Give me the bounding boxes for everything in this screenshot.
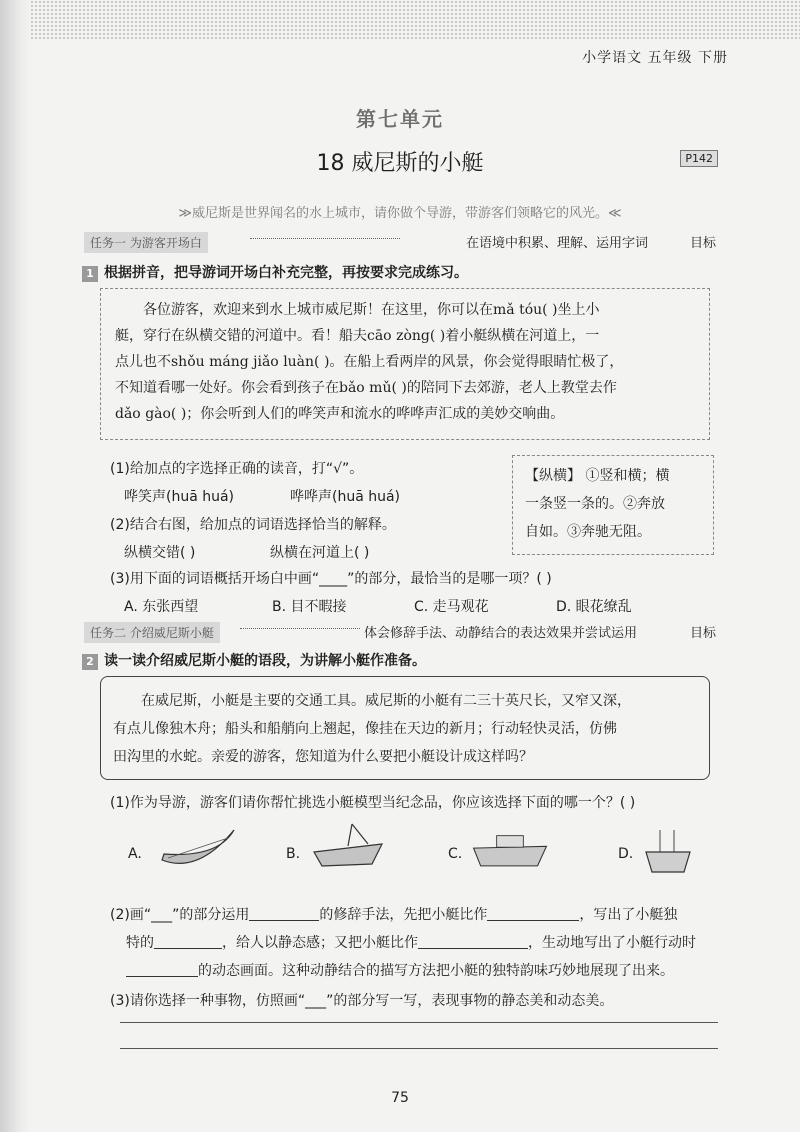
blank-compare-2[interactable] [418,934,528,949]
header-band [30,0,800,40]
boat-d-image[interactable] [640,822,696,878]
boat-option-b-label[interactable]: B. [286,846,301,862]
passage-line: 在威尼斯，小艇是主要的交通工具。威尼斯的小艇有二三十英尺长，又窄又深， [141,693,631,709]
passage-line: 点儿也不shǒu máng jiǎo luàn( )。在船上看两岸的风景，你会觉得眼睛忙极了， [115,354,624,370]
boat-a-gondola-image[interactable] [158,824,238,874]
passage-box-2 [100,676,710,780]
blank-compare-1[interactable] [487,906,579,921]
dotted-leader [250,238,400,239]
goal-tag-2: 目标 [690,626,717,641]
dotted-leader [240,628,360,629]
question-2-2-line-2: 特的 ，给人以静态感；又把小艇比作 ，生动地写出了小艇行动时 [126,935,696,951]
page-number: 75 [391,1090,409,1106]
boat-c-ship-image[interactable] [470,824,550,874]
boat-option-d-label[interactable]: D. [618,846,634,862]
question-1-2: (2)结合右图，给加点的词语选择恰当的解释。 [110,517,396,533]
unit-intro: ≫威尼斯是世界闻名的水上城市，请你做个导游，带游客们领略它的风光。≪ [178,206,622,221]
passage-line: 田沟里的水蛇。亲爱的游客，您知道为什么要把小艇设计成这样吗？ [113,749,533,765]
definition-box [512,455,714,555]
boat-option-a-label[interactable]: A. [128,846,142,862]
writing-line-1[interactable] [120,1022,718,1023]
passage-box-1 [100,288,710,440]
boat-b-sailboat-image[interactable] [308,820,388,870]
task-instruction: 读一读介绍威尼斯小艇的语段，为讲解小艇作准备。 [104,653,426,669]
blank-feature[interactable] [154,934,222,949]
passage-line: 各位游客，欢迎来到水上城市威尼斯！在这里，你可以在mǎ tóu( )坐上小 [143,302,600,318]
task-1 [82,262,468,282]
blank-motion[interactable] [126,962,198,977]
lesson-title: 18 威尼斯的小艇 [316,151,484,176]
boat-option-c-label[interactable]: C. [448,846,463,862]
question-2-3: (3)请你选择一种事物，仿照画“___”的部分写一写，表现事物的静态美和动态美。 [110,993,614,1009]
question-1-1: (1)给加点的字选择正确的读音，打“√”。 [110,461,364,477]
definition-line: 【纵横】 ①竖和横；横 [525,468,670,484]
q1-option-2[interactable]: 哗哗声(huā huá) [290,489,401,505]
task-tag-1: 任务一 为游客开场白 [84,232,208,253]
page-reference: P142 [680,150,718,167]
passage-line: 艇，穿行在纵横交错的河道中。看！船夫cāo zòng( )着小艇纵横在河道上，一 [115,328,600,344]
goal-text-1: 在语境中积累、理解、运用字词 [466,236,649,251]
goal-tag-1: 目标 [690,236,717,251]
question-2-2-line-1: (2)画“___”的部分运用 的修辞手法，先把小艇比作 ，写出了小艇独 [110,907,678,923]
question-1-3: (3)用下面的词语概括开场白中画“____”的部分，最恰当的是哪一项？( ) [110,571,552,587]
task-tag-2: 任务二 介绍威尼斯小艇 [84,622,220,643]
blank-rhetoric[interactable] [249,906,319,921]
passage-line: 不知道看哪一处好。你会看到孩子在bǎo mǔ( )的陪同下去郊游，老人上教堂去作 [115,380,617,396]
q2-option-1[interactable]: 纵横交错( ) [124,545,196,561]
unit-title: 第七单元 [356,107,444,131]
choice-a[interactable]: A. 东张西望 [124,599,199,615]
goal-text-2: 体会修辞手法、动静结合的表达效果并尝试运用 [364,626,638,641]
choice-b[interactable]: B. 目不暇接 [272,599,347,615]
writing-line-2[interactable] [120,1048,718,1049]
definition-line: 自如。③奔驰无阻。 [525,524,651,540]
question-2-2-line-3: 的动态画面。这种动静结合的描写方法把小艇的独特韵味巧妙地展现了出来。 [126,960,674,980]
question-2-1: (1)作为导游，游客们请你帮忙挑选小艇模型当纪念品，你应该选择下面的哪一个？( ) [110,795,636,811]
book-header: 小学语文 五年级 下册 [582,50,728,66]
q2-option-2[interactable]: 纵横在河道上( ) [270,545,370,561]
q1-option-1[interactable]: 哗笑声(huā huá) [124,489,235,505]
task-number: 1 [82,266,98,282]
choice-c[interactable]: C. 走马观花 [414,599,489,615]
definition-line: 一条竖一条的。②奔放 [525,496,665,512]
task-number: 2 [82,654,98,670]
passage-line: dǎo gào( )；你会听到人们的哗笑声和流水的哗哗声汇成的美妙交响曲。 [115,406,565,422]
task-2 [82,650,426,670]
passage-line: 有点儿像独木舟；船头和船艄向上翘起，像挂在天边的新月；行动轻快灵活，仿佛 [113,721,617,737]
choice-d[interactable]: D. 眼花缭乱 [556,599,632,615]
task-instruction: 根据拼音，把导游词开场白补充完整，再按要求完成练习。 [104,265,468,281]
